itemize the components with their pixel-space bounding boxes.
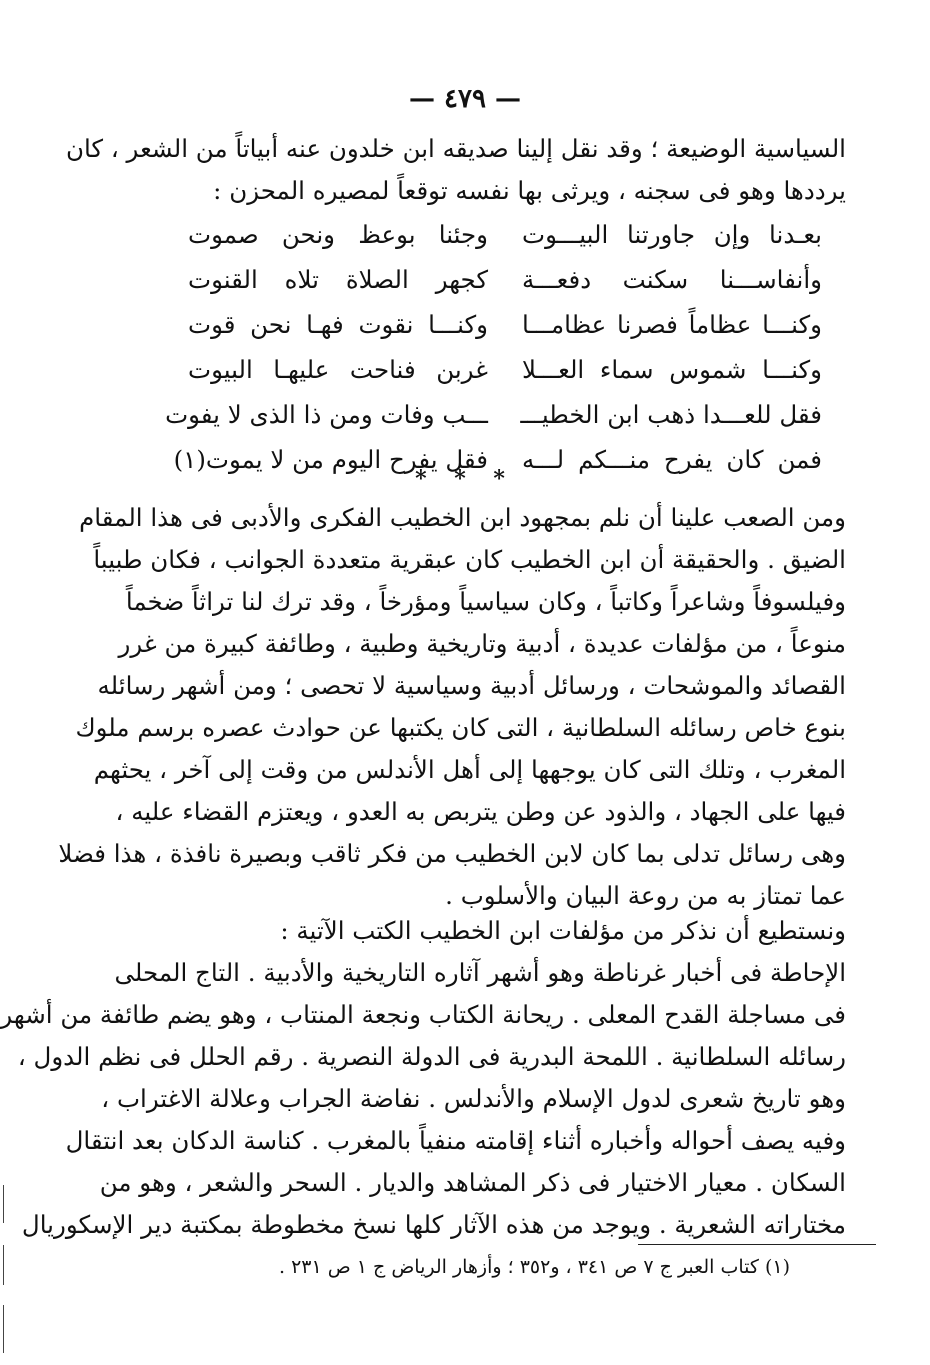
verse-second-hemistich: وكنـــا نقوت فهـا نحن قوت bbox=[188, 310, 488, 339]
text-line: فى مساجلة القدح المعلى . ريحانة الكتاب ونجعة المنتاب ، وهو يضم طائفة من أشهر bbox=[0, 1000, 846, 1029]
verse-first-hemistich: وكنـــا عظاماً فصرنا عظامـــا bbox=[522, 310, 822, 339]
text-line: وفيلسوفاً وشاعراً وكاتباً ، وكان سياسياً ومؤرخاً ، وقد ترك لنا تراثاً ضخماً bbox=[125, 587, 846, 616]
text-line: وهى رسائل تدلى بما كان لابن الخطيب من فكر ثاقب وبصيرة نافذة ، هذا فضلا bbox=[58, 839, 846, 868]
verse-first-hemistich: فمن كان يفرح منـــكم لـــه bbox=[522, 445, 822, 474]
verse-second-hemistich: كجهر الصلاة تلاه القنوت bbox=[188, 265, 488, 294]
intro-paragraph bbox=[65, 128, 846, 212]
text-line: الإحاطة فى أخبار غرناطة وهو أشهر آثاره التاريخية والأدبية . التاج المحلى bbox=[114, 958, 846, 987]
verse-second-hemistich: وجئنا بوعظ ونحن صموت bbox=[188, 220, 488, 249]
text-line: عما تمتاز به من روعة البيان والأسلوب . bbox=[445, 881, 846, 910]
verse-second-hemistich: ـــب وفات ومن ذا الذى لا يفوت bbox=[165, 400, 488, 429]
body-paragraph bbox=[58, 497, 846, 917]
verse-second-hemistich: فقل يفرح اليوم من لا يموت(١) bbox=[173, 445, 488, 474]
text-line: يرددها وهو فى سجنه ، ويرثى بها نفسه توقعاً لمصيره المحزن : bbox=[213, 176, 846, 205]
text-line: وهو تاريخ شعرى لدول الإسلام والأندلس . نفاضة الجراب وعلالة الاغتراب ، bbox=[101, 1084, 846, 1113]
text-line: السكان . معيار الاختيار فى ذكر المشاهد والديار . السحر والشعر ، وهو من bbox=[99, 1168, 846, 1197]
text-line: المغرب ، وتلك التى كان يوجهها إلى أهل الأندلس من وقت إلى آخر ، يحثهم bbox=[93, 755, 846, 784]
poem-verse bbox=[188, 212, 822, 257]
text-line: رسائله السلطانية . اللمحة البدرية فى الدولة النصرية . رقم الحلل فى نظم الدول ، bbox=[17, 1042, 846, 1071]
verse-second-hemistich: غربن فناحت عليهـا البيوت bbox=[188, 355, 488, 384]
poem-verse bbox=[188, 347, 822, 392]
poem-verse bbox=[188, 302, 822, 347]
text-line: مختاراته الشعرية . ويوجد من هذه الآثار كلها نسخ مخطوطة بمكتبة دير الإسكوريال bbox=[21, 1210, 846, 1239]
verse-first-hemistich: وكنـــا شموس سماء العـــلا bbox=[522, 355, 822, 384]
section-separator: * * * bbox=[415, 466, 515, 492]
text-line: ومن الصعب علينا أن نلم بمجهود ابن الخطيب الفكرى والأدبى فى هذا المقام bbox=[79, 503, 846, 532]
page-number: — ٤٧٩ — bbox=[408, 84, 522, 114]
poem bbox=[165, 212, 822, 482]
footnote-divider bbox=[638, 1244, 876, 1245]
text-line: الضيق . والحقيقة أن ابن الخطيب كان عبقرية متعددة الجوانب ، فكان طبيباً bbox=[93, 545, 846, 574]
text-line: بنوع خاص رسائله السلطانية ، التى كان يكتبها عن حوادث عصره برسم ملوك bbox=[75, 713, 846, 742]
text-line: السياسية الوضيعة ؛ وقد نقل إلينا صديقه ابن خلدون عنه أبياتاً من الشعر ، كان bbox=[65, 134, 846, 163]
text-line: القصائد والموشحات ، ورسائل أدبية وسياسية لا تحصى ؛ ومن أشهر رسائله bbox=[97, 671, 846, 700]
verse-first-hemistich: بعـدنا وإن جاورتنا البيـــوت bbox=[522, 220, 822, 249]
text-line: فيها على الجهاد ، والذود عن وطن يتربص به العدو ، ويعتزم القضاء عليه ، bbox=[115, 797, 846, 826]
text-line: ونستطيع أن نذكر من مؤلفات ابن الخطيب الكتب الآتية : bbox=[280, 916, 846, 945]
poem-verse bbox=[188, 257, 822, 302]
verse-first-hemistich: وأنفاســـنا سكنت دفعـــة bbox=[522, 265, 822, 294]
footnote: (١) كتاب العبر ج ٧ ص ٣٤١ ، و٣٥٢ ؛ وأزهار الرياض ج ١ ص ٢٣١ . bbox=[278, 1256, 790, 1278]
verse-first-hemistich: فقل للعـــدا ذهب ابن الخطيـــ bbox=[520, 400, 822, 429]
text-line: منوعاً ، من مؤلفات عديدة ، أدبية وتاريخية وطبية ، وطائفة كبيرة من غرر bbox=[118, 629, 846, 658]
scan-margin-marks bbox=[0, 1185, 8, 1360]
poem-verse bbox=[165, 392, 822, 437]
works-paragraph bbox=[0, 910, 846, 1246]
text-line: وفيه يصف أحواله وأخباره أثناء إقامته منفياً بالمغرب . كناسة الدكان بعد انتقال bbox=[65, 1126, 846, 1155]
